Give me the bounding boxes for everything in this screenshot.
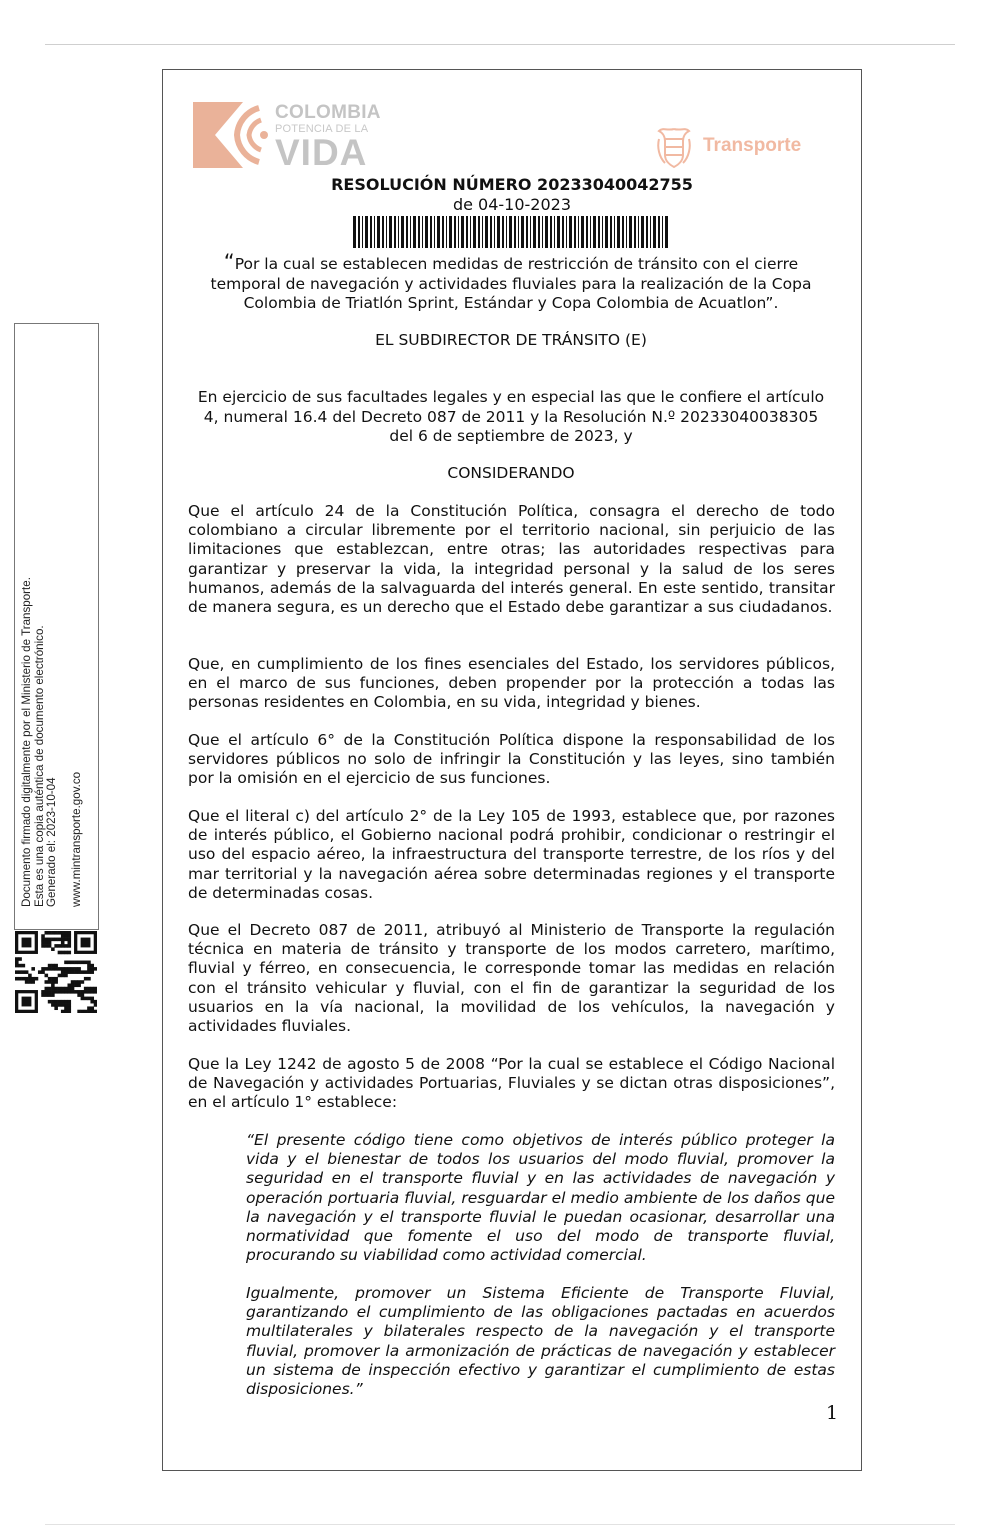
document-page xyxy=(162,69,862,1471)
resolution-date: de 04-10-2023 xyxy=(452,195,572,214)
top-divider xyxy=(45,44,955,45)
signature-line-3: Generado el: 2023-10-04 xyxy=(45,777,58,907)
colombia-potencia-de-la-vida-logo xyxy=(193,102,383,172)
digital-signature-stamp xyxy=(14,323,99,930)
paragraph: Que el artículo 6° de la Constitución Política dispone la responsabilidad de los servidores públicos no solo de infringir la Constitución y las leyes, sino también por la omisión en el ejercicio de sus funciones. xyxy=(188,731,835,788)
paragraph: Que, en cumplimiento de los fines esenciales del Estado, los servidores públicos, en el marco de sus funciones, deben propender por la protección a todas las personas residentes en Colombia, en su vida, integridad y bienes. xyxy=(188,655,835,712)
paragraph: Que el Decreto 087 de 2011, atribuyó al Ministerio de Transporte la regulación técnica en materia de tránsito y transporte de los modos carretero, marítimo, fluvial y férreo, en consecuencia, le corresponde tomar las medidas en relación con el tránsito vehicular y fluvial, con el fin de garantizar la seguridad de los usuarios en la vía nacional, la movilidad de los vehículos, la navegación y actividades fluviales. xyxy=(188,921,835,1036)
ministry-website: www.mintransporte.gov.co xyxy=(70,771,83,907)
resolution-title: RESOLUCIÓN NÚMERO 20233040042755 xyxy=(331,175,693,194)
page-number: 1 xyxy=(826,1402,839,1424)
coat-of-arms-icon xyxy=(653,125,695,169)
brand-line-3: VIDA xyxy=(275,132,368,173)
signature-line-2: Esta es una copia auténtica de documento electrónico. xyxy=(32,625,46,907)
resolution-subject xyxy=(193,250,829,314)
subject-text: Por la cual se establecen medidas de restricción de tránsito con el cierre temporal de navegación y actividades fluviales para la realización de la Copa Colombia de Triatlón Sprint, Estándar y Copa Colombia de Acuatlon”. xyxy=(210,255,812,312)
signature-line-1: Documento firmado digitalmente por el Ministerio de Transporte. xyxy=(20,577,33,907)
qr-code-icon xyxy=(15,931,97,1013)
barcode-icon xyxy=(353,216,669,248)
quoted-article: “El presente código tiene como objetivos de interés público proteger la vida y el bienestar de todos los usuarios del modo fluvial, promover la seguridad en el transporte fluvial y en las actividades de navegación y operación portuaria fluvial, resguardar el medio ambiente de los daños que la navegación y el transporte fluvial le puedan ocasionar, desarrollar una normatividad que fomente el uso del modo de transporte fluvial, procurando su viabilidad como actividad comercial. xyxy=(246,1131,835,1265)
potencia-logo-icon xyxy=(193,102,271,168)
ministry-transport-logo xyxy=(653,125,823,171)
paragraph: Que el artículo 24 de la Constitución Política, consagra el derecho de todo colombiano a circular libremente por el territorio nacional, sin perjuicio de las limitaciones que establezcan, entre otras; las autoridades respectivas para garantizar y preservar la vida, la integridad personal y la salud de los seres humanos, además de la salvaguarda del interés general. En este sentido, transitar de manera segura, es un derecho que el Estado debe garantizar a sus ciudadanos. xyxy=(188,502,835,617)
paragraph: Que la Ley 1242 de agosto 5 de 2008 “Por la cual se establece el Código Nacional de Navegación y actividades Portuarias, Fluviales y se dictan otras disposiciones”, en el artículo 1° establece: xyxy=(188,1055,835,1112)
quoted-article: Igualmente, promover un Sistema Eficiente de Transporte Fluvial, garantizando el cumplimiento de las obligaciones pactadas en acuerdos multilaterales y bilaterales respecto de la navegación y el transporte fluvial, promover la armonización de prácticas de navegación y establecer un sistema de inspección efectivo y garantizar el cumplimiento de estas disposiciones.” xyxy=(246,1284,835,1399)
considering-heading: CONSIDERANDO xyxy=(447,464,575,482)
signature-text xyxy=(21,577,59,907)
brand-line-1: COLOMBIA xyxy=(275,102,381,123)
paragraph: Que el literal c) del artículo 2° de la Ley 105 de 1993, establece que, por razones de interés público, el Gobierno nacional podrá prohibir, condicionar o restringir el uso del espacio aéreo, la infraestructura del transporte terrestre, de los ríos y del mar territorial y la navegación aérea sobre determinadas regiones y el transporte de determinadas cosas. xyxy=(188,807,835,902)
preamble: En ejercicio de sus facultades legales y en especial las que le confiere el artículo 4, numeral 16.4 del Decreto 087 de 2011 y la Resolución N.º 20233040038305 del 6 de septiembre de 2023, y xyxy=(197,388,825,445)
brand-line-2: POTENCIA DE LA xyxy=(275,123,369,135)
ministry-name: Transporte xyxy=(703,135,802,156)
subject-open-quote: “ xyxy=(223,250,235,274)
issuing-authority: EL SUBDIRECTOR DE TRÁNSITO (E) xyxy=(375,331,647,349)
bottom-divider xyxy=(45,1524,955,1525)
